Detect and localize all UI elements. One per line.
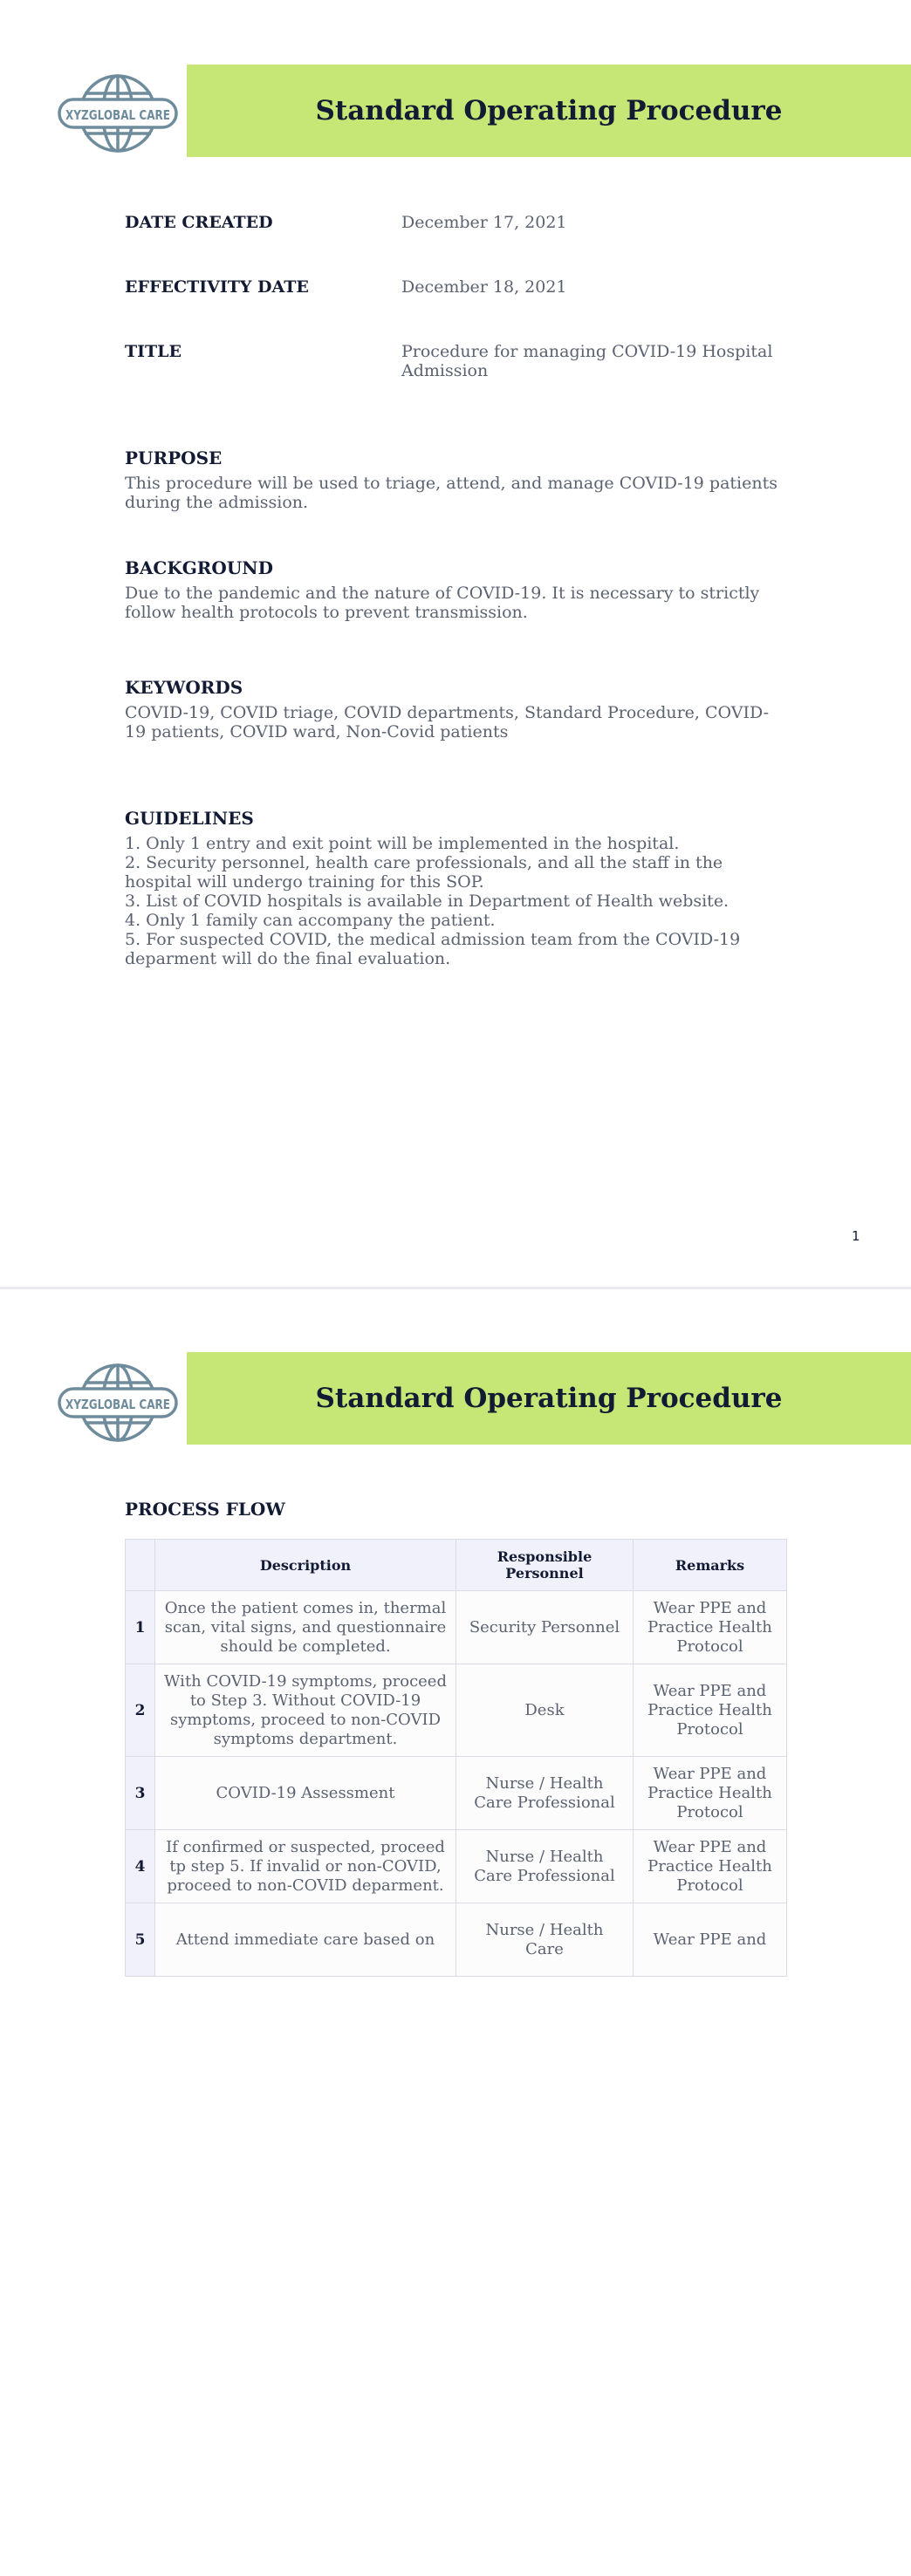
document-page-1: [0, 0, 911, 1287]
step-number: 1: [126, 1591, 155, 1664]
guidelines-heading: GUIDELINES: [125, 808, 254, 829]
step-remarks: Wear PPE and Practice Health Protocol: [634, 1757, 787, 1830]
keywords-section: [125, 677, 788, 741]
effectivity-date-label: EFFECTIVITY DATE: [125, 277, 309, 297]
step-number-header: [126, 1540, 155, 1591]
step-personnel: Nurse / Health Care: [456, 1903, 634, 1977]
document-page-2: [0, 1289, 911, 2576]
table-row: [126, 1903, 787, 1977]
globe-logo-icon: [58, 73, 178, 154]
guideline-item: 3. List of COVID hospitals is available in Department of Health website.: [125, 892, 729, 911]
header-banner: [187, 1352, 911, 1445]
step-number: 3: [126, 1757, 155, 1830]
guidelines-section: [125, 808, 788, 968]
table-row: [126, 1830, 787, 1903]
table-header-row: [126, 1540, 787, 1591]
background-text: Due to the pandemic and the nature of COVID-19. It is necessary to strictly follow health protocols to prevent transmission.: [125, 584, 760, 622]
background-section: [125, 557, 788, 622]
table-row: [126, 1757, 787, 1830]
date-created-label: DATE CREATED: [125, 213, 273, 232]
table-row: [126, 1591, 787, 1664]
effectivity-date-value: December 18, 2021: [401, 277, 567, 297]
title-label: TITLE: [125, 342, 182, 361]
purpose-text: This procedure will be used to triage, attend, and manage COVID-19 patients during the admission.: [125, 474, 777, 512]
keywords-heading: KEYWORDS: [125, 677, 243, 698]
purpose-section: [125, 448, 788, 512]
step-personnel: Security Personnel: [456, 1591, 634, 1664]
purpose-heading: PURPOSE: [125, 448, 223, 468]
guideline-item: 1. Only 1 entry and exit point will be implemented in the hospital.: [125, 834, 680, 853]
step-remarks: Wear PPE and Practice Health Protocol: [634, 1830, 787, 1903]
step-description: With COVID-19 symptoms, proceed to Step 3. Without COVID-19 symptoms, proceed to non-COVID symptoms department.: [155, 1664, 456, 1757]
process-flow-heading: PROCESS FLOW: [125, 1499, 285, 1520]
globe-logo-icon: [58, 1363, 178, 1443]
step-personnel: Nurse / Health Care Professional: [456, 1757, 634, 1830]
step-personnel: Nurse / Health Care Professional: [456, 1830, 634, 1903]
header-banner: [187, 65, 911, 157]
step-remarks: Wear PPE and: [634, 1903, 787, 1977]
logo-text: XYZGLOBAL CARE: [65, 1397, 170, 1412]
page-number: 1: [852, 1228, 860, 1244]
step-personnel: Desk: [456, 1664, 634, 1757]
step-number: 4: [126, 1830, 155, 1903]
background-heading: BACKGROUND: [125, 557, 273, 578]
step-remarks: Wear PPE and Practice Health Protocol: [634, 1591, 787, 1664]
step-description: If confirmed or suspected, proceed tp step 5. If invalid or non-COVID, proceed to non-COVID deparment.: [155, 1830, 456, 1903]
process-flow-table: [125, 1539, 787, 1977]
step-description: Attend immediate care based on: [155, 1903, 456, 1977]
page-title: Standard Operating Procedure: [315, 95, 783, 126]
keywords-text: COVID-19, COVID triage, COVID departments, Standard Procedure, COVID-19 patients, COVID ward, Non-Covid patients: [125, 703, 770, 741]
date-created-value: December 17, 2021: [401, 213, 567, 232]
step-description: Once the patient comes in, thermal scan, vital signs, and questionnaire should be completed.: [155, 1591, 456, 1664]
title-value: Procedure for managing COVID-19 Hospital Admission: [401, 342, 773, 380]
page-title: Standard Operating Procedure: [315, 1383, 783, 1414]
remarks-header: Remarks: [634, 1540, 787, 1591]
description-header: Description: [155, 1540, 456, 1591]
guideline-item: 5. For suspected COVID, the medical admission team from the COVID-19 deparment will do the final evaluation.: [125, 930, 741, 968]
table-row: [126, 1664, 787, 1757]
step-number: 2: [126, 1664, 155, 1757]
step-remarks: Wear PPE and Practice Health Protocol: [634, 1664, 787, 1757]
step-number: 5: [126, 1903, 155, 1977]
personnel-header: Responsible Personnel: [456, 1540, 634, 1591]
guidelines-list: [125, 834, 788, 968]
guideline-item: 2. Security personnel, health care professionals, and all the staff in the hospital will undergo training for this SOP.: [125, 853, 723, 892]
guideline-item: 4. Only 1 family can accompany the patient.: [125, 911, 496, 930]
step-description: COVID-19 Assessment: [155, 1757, 456, 1830]
logo-text: XYZGLOBAL CARE: [65, 107, 170, 123]
